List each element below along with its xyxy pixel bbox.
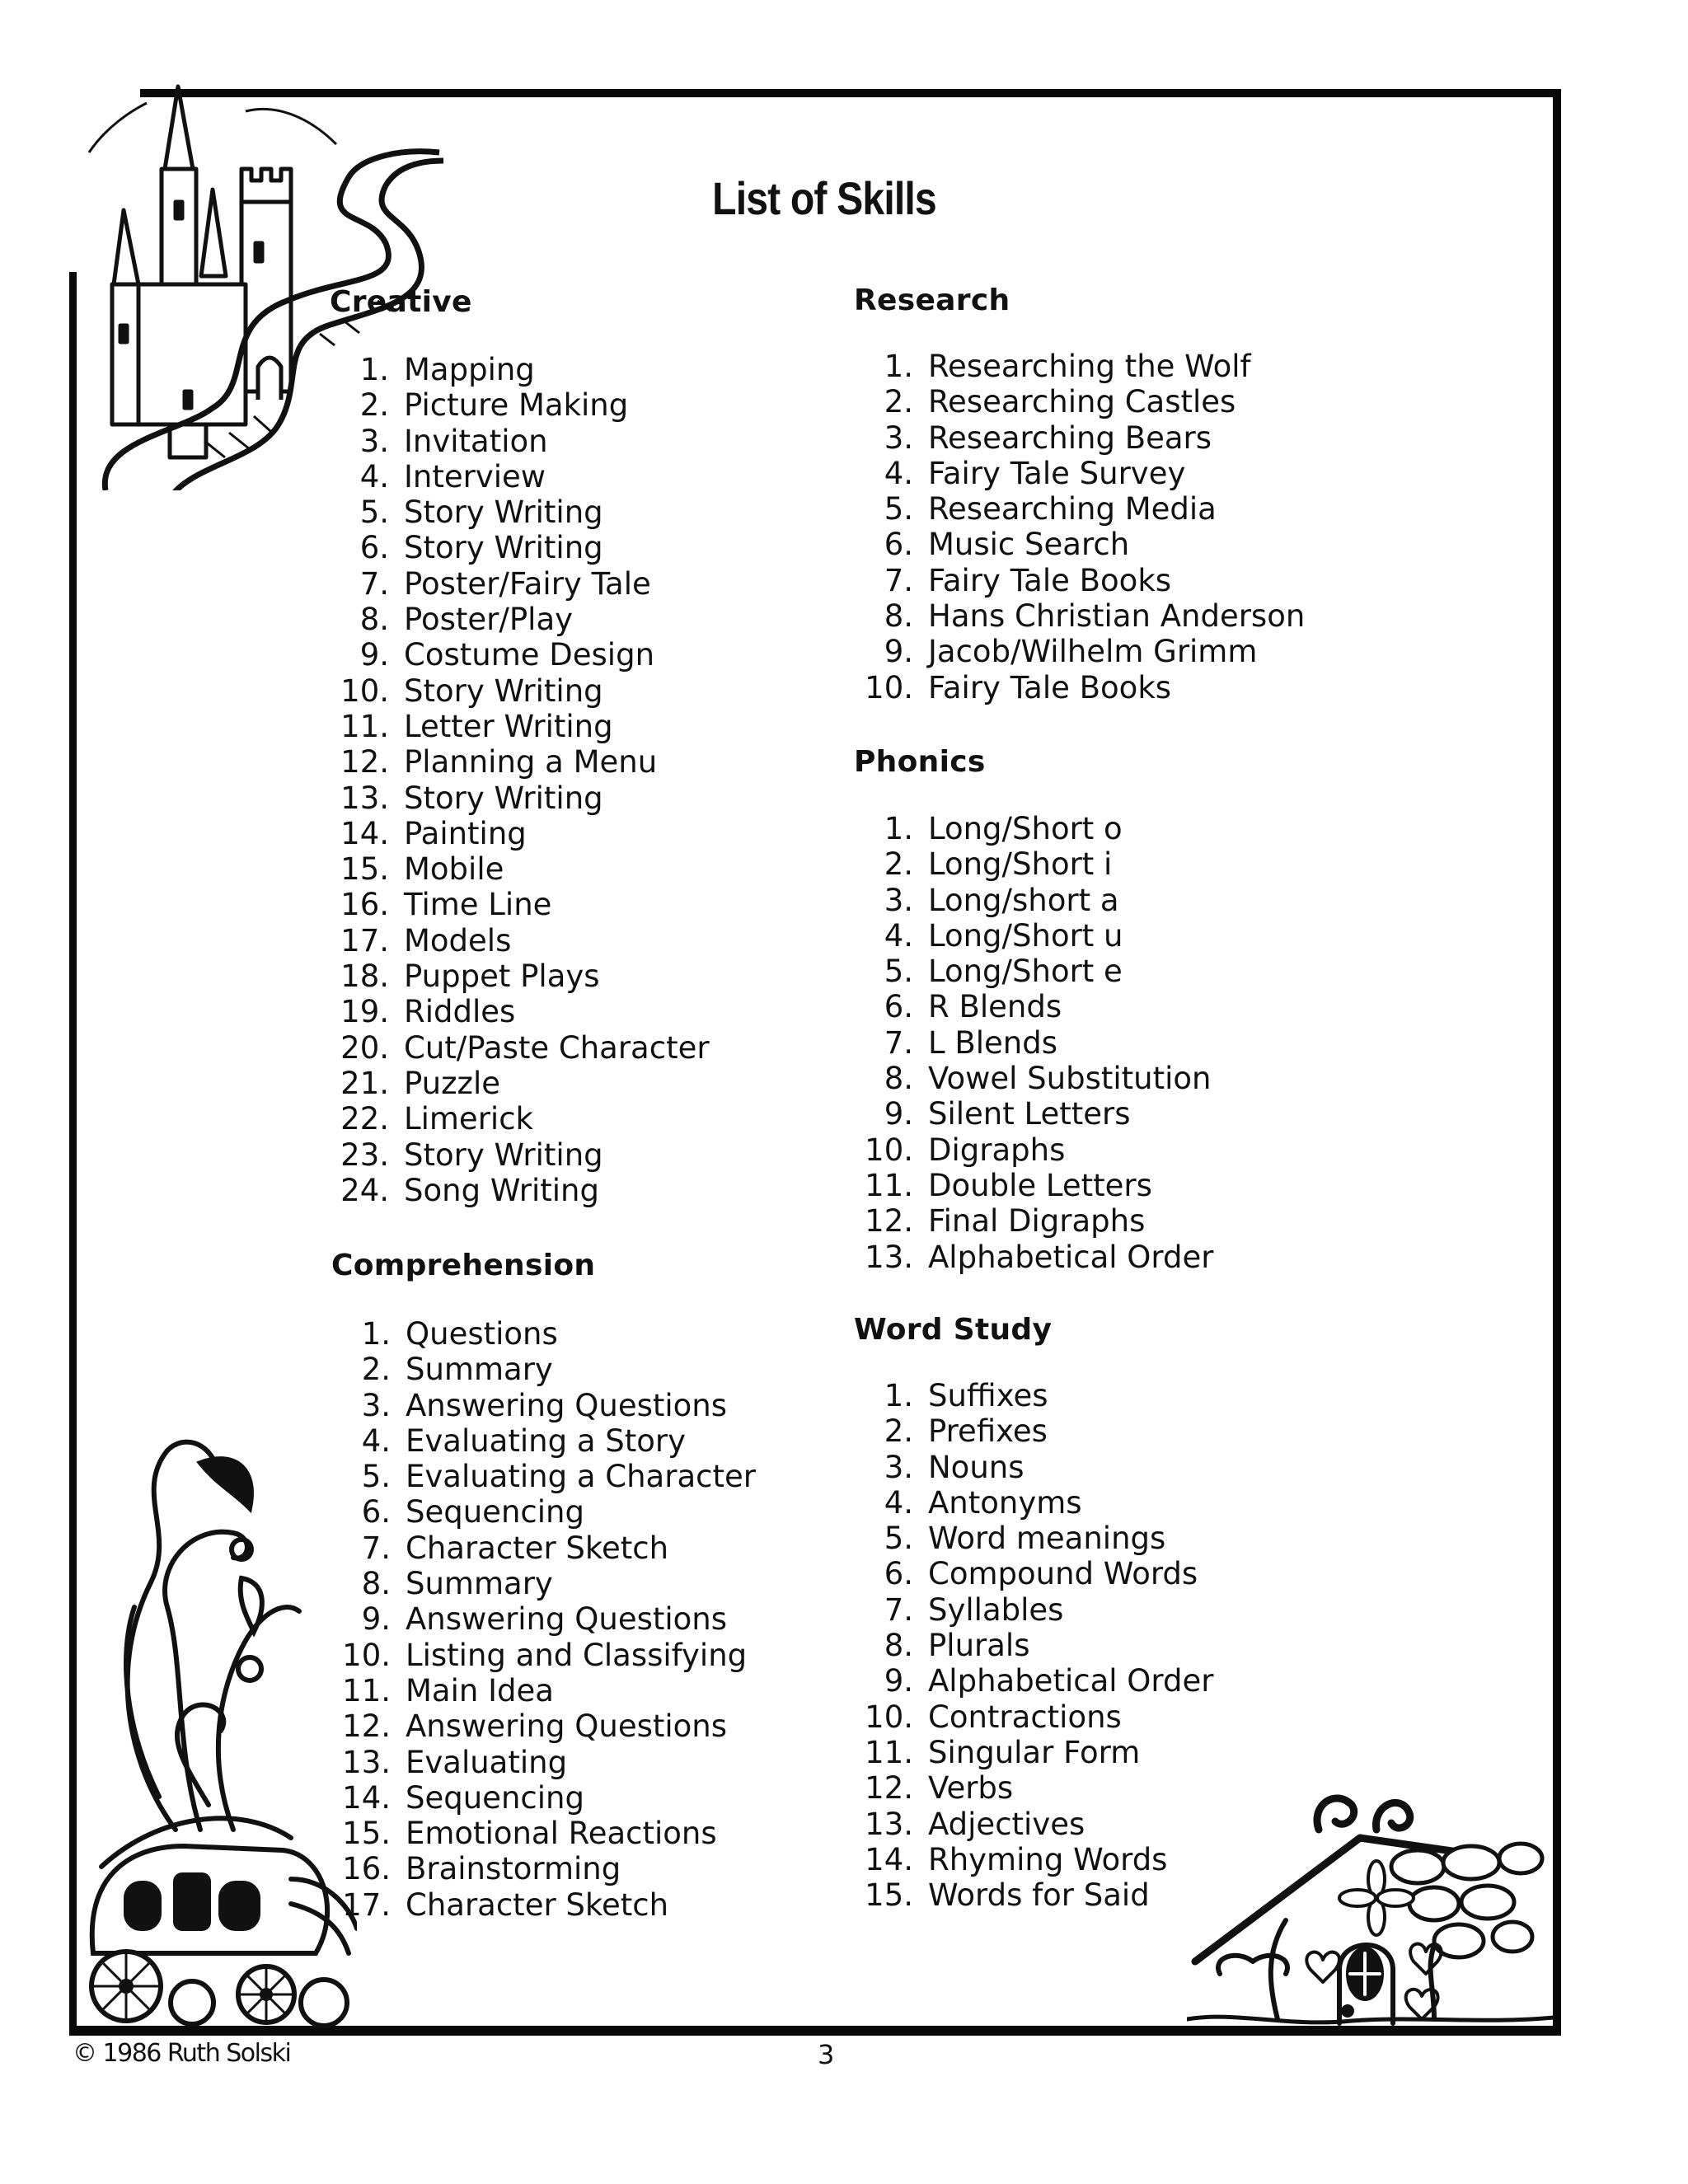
list-item: 23. Story Writing [340, 1137, 603, 1173]
list-item: 6. Compound Words [884, 1556, 1198, 1592]
section-heading-phonics: Phonics [854, 745, 986, 779]
list-item: 9. Silent Letters [884, 1096, 1131, 1132]
list-item: 13. Story Writing [340, 780, 603, 816]
list-item: 17. Models [340, 922, 512, 958]
list-item: 1. Questions [361, 1316, 558, 1352]
list-item: 15. Mobile [340, 851, 504, 888]
list-item: 3. Researching Bears [884, 419, 1212, 456]
list-item: 8. Summary [361, 1566, 553, 1602]
list-item: 7. L Blends [884, 1024, 1058, 1061]
list-item: 10. Digraphs [865, 1132, 1066, 1168]
list-item: 7. Poster/Fairy Tale [359, 565, 651, 602]
list-item: 9. Alphabetical Order [884, 1663, 1214, 1699]
list-item: 15. Words for Said [865, 1877, 1150, 1914]
list-item: 2. Picture Making [359, 387, 629, 424]
list-item: 6. Story Writing [359, 530, 603, 566]
list-item: 11. Main Idea [342, 1672, 554, 1708]
list-item: 15. Emotional Reactions [342, 1816, 717, 1852]
section-creative [330, 284, 710, 1208]
list-item: 7. Syllables [884, 1591, 1064, 1628]
list-item: 14. Rhyming Words [865, 1841, 1168, 1877]
list-item: 4. Fairy Tale Survey [884, 455, 1186, 491]
section-research [854, 283, 1305, 705]
list-item: 9. Costume Design [359, 637, 655, 673]
list-item: 5. Researching Media [884, 491, 1217, 527]
list-item: 21. Puzzle [340, 1065, 500, 1101]
list-item: 3. Nouns [884, 1449, 1025, 1485]
list-item: 3. Answering Questions [361, 1387, 728, 1423]
list-item: 6. Sequencing [361, 1494, 584, 1530]
list-item: 14. Painting [340, 815, 527, 851]
list-item: 13. Adjectives [865, 1806, 1085, 1842]
list-item: 3. Long/short a [884, 882, 1119, 918]
list-item: 4. Interview [359, 458, 546, 494]
list-item: 10. Contractions [865, 1699, 1122, 1735]
list-item: 7. Fairy Tale Books [884, 562, 1172, 598]
section-heading-creative: Creative [330, 285, 472, 319]
list-item: 7. Character Sketch [361, 1530, 669, 1566]
list-item: 6. R Blends [884, 989, 1062, 1025]
list-item: 8. Hans Christian Anderson [884, 598, 1306, 635]
list-item: 18. Puppet Plays [340, 958, 600, 995]
list-item: 1. Suffixes [884, 1378, 1048, 1413]
frame-border-right [1553, 89, 1561, 2036]
section-word-study [854, 1312, 1213, 1913]
section-heading-comprehension: Comprehension [331, 1249, 596, 1282]
list-item: 8. Vowel Substitution [884, 1061, 1212, 1097]
list-item: 3. Invitation [359, 423, 548, 459]
list-item: 14. Sequencing [342, 1779, 584, 1816]
list-item: 8. Poster/Play [359, 602, 574, 638]
list-item: 20. Cut/Paste Character [340, 1029, 710, 1066]
list-item: 11. Double Letters [865, 1167, 1152, 1203]
section-heading-word-study: Word Study [854, 1313, 1053, 1347]
gingerbread-house-icon [1187, 1772, 1554, 2029]
list-item: 19. Riddles [340, 994, 516, 1030]
list-item: 2. Long/Short i [884, 846, 1113, 883]
list-item: 10. Story Writing [340, 673, 603, 709]
list-item: 5. Story Writing [359, 494, 603, 531]
list-item: 9. Answering Questions [361, 1601, 728, 1638]
list-item: 16. Brainstorming [342, 1851, 621, 1887]
page-title: List of Skills [712, 172, 936, 224]
list-item: 8. Plurals [884, 1628, 1030, 1664]
skill-list-word-study [854, 1378, 1213, 1913]
list-item: 5. Word meanings [884, 1521, 1166, 1557]
list-item: 1. Researching the Wolf [884, 349, 1251, 384]
list-item: 2. Summary [361, 1352, 553, 1388]
list-item: 10. Listing and Classifying [342, 1637, 748, 1673]
list-item: 12. Verbs [865, 1770, 1014, 1807]
list-item: 17. Character Sketch [342, 1886, 669, 1923]
skill-list-phonics [854, 811, 1213, 1275]
list-item: 11. Singular Form [865, 1734, 1141, 1770]
list-item: 13. Evaluating [342, 1744, 568, 1780]
list-item: 4. Long/Short u [884, 917, 1123, 954]
list-item: 5. Evaluating a Character [361, 1459, 756, 1495]
list-item: 13. Alphabetical Order [865, 1239, 1214, 1275]
frame-border-left [69, 272, 77, 2036]
list-item: 12. Planning a Menu [340, 744, 658, 780]
list-item: 4. Evaluating a Story [361, 1422, 687, 1459]
list-item: 2. Prefixes [884, 1413, 1048, 1450]
list-item: 1. Long/Short o [884, 811, 1123, 846]
list-item: 10. Fairy Tale Books [865, 669, 1172, 705]
skill-list-creative [330, 352, 710, 1208]
list-item: 22. Limerick [340, 1101, 533, 1137]
copyright-notice: © 1986 Ruth Solski [73, 2039, 291, 2068]
list-item: 12. Final Digraphs [865, 1203, 1146, 1240]
list-item: 1. Mapping [359, 352, 535, 387]
page-number: 3 [818, 2039, 835, 2070]
list-item: 24. Song Writing [340, 1172, 599, 1208]
section-heading-research: Research [854, 284, 1010, 317]
section-phonics [854, 744, 1213, 1275]
list-item: 12. Answering Questions [342, 1708, 728, 1745]
list-item: 4. Antonyms [884, 1484, 1082, 1521]
list-item: 9. Jacob/Wilhelm Grimm [884, 634, 1258, 670]
skill-list-research [854, 349, 1305, 705]
list-item: 6. Music Search [884, 527, 1130, 563]
carriage-beanstalk-icon [77, 1418, 357, 2032]
list-item: 2. Researching Castles [884, 384, 1236, 420]
skill-list-comprehension [331, 1316, 756, 1923]
section-comprehension [331, 1248, 756, 1923]
list-item: 5. Long/Short e [884, 954, 1123, 990]
list-item: 11. Letter Writing [340, 708, 613, 744]
list-item: 16. Time Line [340, 887, 552, 923]
